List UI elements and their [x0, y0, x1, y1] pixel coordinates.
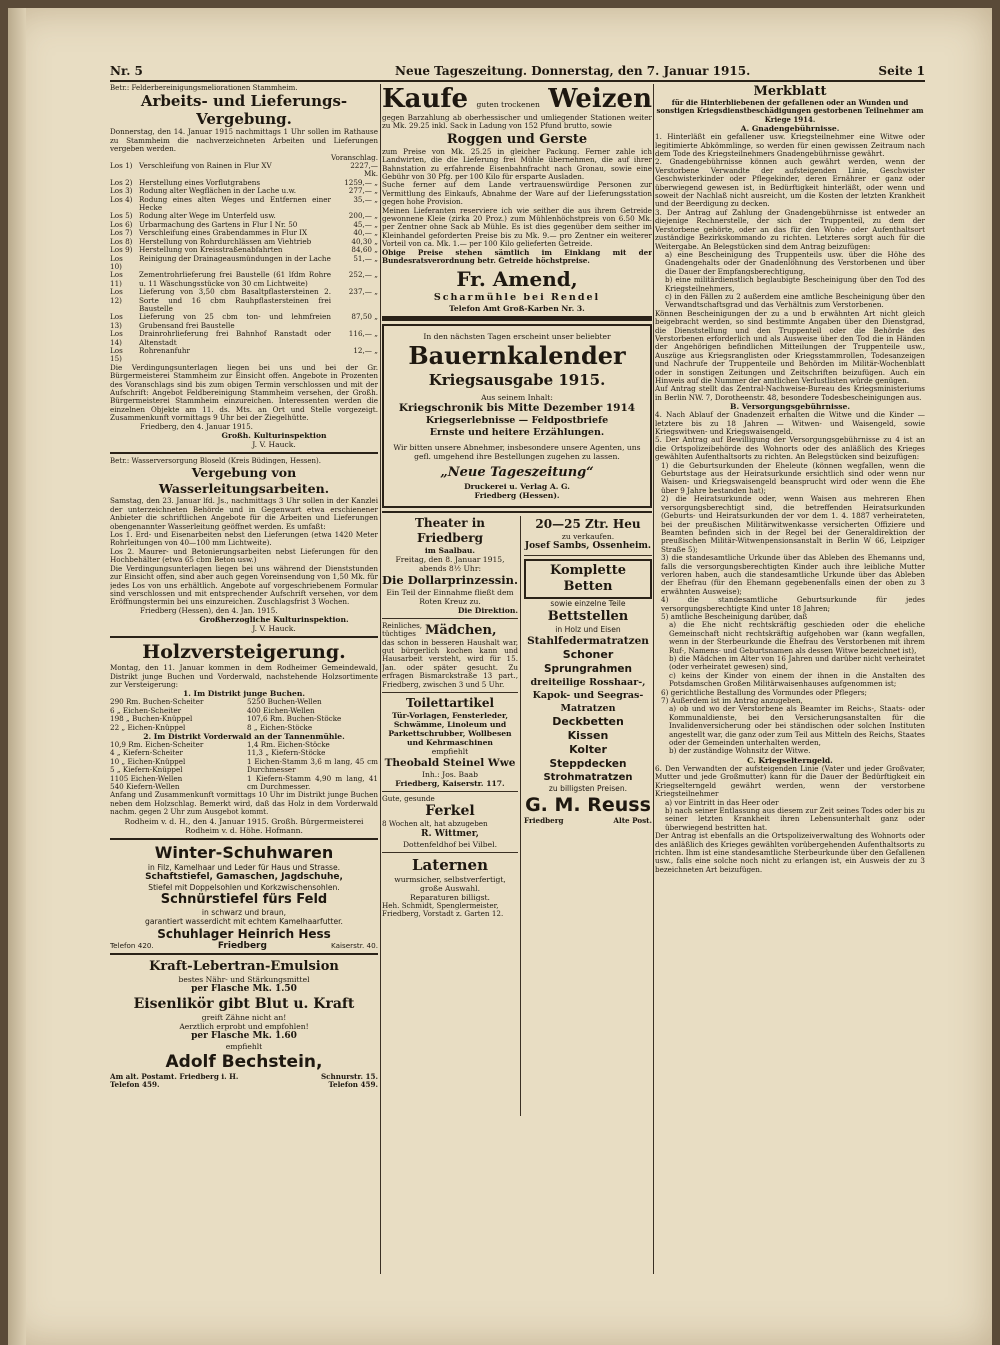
- lot-value: 40,30 „: [351, 236, 378, 246]
- lot-number: Los 15): [110, 345, 123, 364]
- ad-ferkel: [382, 795, 518, 849]
- ad-signature: Großh. Kulturinspektion: [221, 431, 327, 441]
- ad-item: Schoner: [562, 647, 614, 661]
- lot-value: 51,— „: [353, 253, 378, 263]
- list-item: Tür-Vorlagen, Fensterleder,: [391, 710, 509, 720]
- lot-number: Los 8): [110, 236, 133, 246]
- ad-signature: J. V. Hauck.: [252, 440, 296, 450]
- ad-headline: Holzversteigerung.: [142, 641, 346, 664]
- paragraph: 1) die Geburtsurkunden der Eheleute (können wegfallen, wenn die Geburtstage aus der Heiratsurkunde ersichtlich sind oder wenn nur Waisen- und Kriegswaisengeld beansprucht wird oder wenn die Ehe über 9 Jahre bestanden hat);: [661, 460, 925, 495]
- list-item: 400 Eichen-Wellen: [247, 705, 315, 715]
- ad-body: Montag, den 11. Januar kommen in dem Rodheimer Gemeindewald, Distrikt junge Buchen und Vorderwald, nachstehende Holzsortimente zur Versteigerung:: [110, 663, 378, 689]
- paragraph: b) eine militärdienstlich beglaubigte Bescheinigung über den Tod des Kriegsteilnehmers,: [665, 275, 925, 293]
- ad-line: Friedberg (Hessen).: [474, 490, 560, 500]
- ad-subhead: 1. Im Distrikt junge Buchen.: [182, 689, 305, 699]
- ad-divider: [110, 452, 378, 454]
- ad-body: Wir bitten unsere Abnehmer, insbesondere unsere Agenten, uns gefl. umgehend ihre Bestellungen zugehen zu lassen.: [393, 442, 641, 461]
- column-3: [655, 84, 925, 1274]
- ad-divider: [382, 791, 518, 792]
- paragraph: b) nach seiner Entlassung aus diesem zur Zeit seines Todes oder bis zu seiner letzten Krankheit ihren Lebensunterhalt ganz oder überwiegend bestritten hat.: [665, 805, 925, 832]
- ad-line: zu verkaufen.: [561, 531, 615, 541]
- column-rule: [380, 84, 381, 1274]
- ad-headline: Schnürstiefel fürs Feld: [160, 891, 328, 907]
- ad-body: Anfang und Zusammenkunft vormittags 10 Uhr im Distrikt junge Buchen neben dem Holzschlag. Bemerkt wird, daß das Holz in dem Vorderwald nachm. gegen 2 Uhr zum Ausgebot kommt.: [110, 790, 378, 817]
- ad-line: Dottenfeldhof bei Vilbel.: [402, 839, 498, 849]
- ad-headline-row: [382, 622, 518, 639]
- ad-subhead: 2. Im Distrikt Vorderwald an der Tannenmühle.: [143, 731, 345, 741]
- ad-signature: Großherzogliche Kulturinspektion.: [199, 615, 349, 625]
- list-item: 10 „ Eichen-Knüppel: [110, 756, 186, 766]
- page-label: Seite 1: [878, 64, 925, 78]
- ad-name: „Neue Tageszeitung“: [440, 464, 594, 480]
- shop-contact: [110, 942, 378, 950]
- ad-weizen: [382, 84, 652, 313]
- lot-text: Rohrenanfuhr: [139, 345, 190, 355]
- lot-text: Herstellung eines Vorflutgrabens: [139, 177, 261, 187]
- ad-line: Ernste und heitere Erzählungen.: [429, 426, 605, 438]
- lot-value: 45,— „: [353, 219, 378, 229]
- ad-item: Sprungrahmen: [544, 662, 632, 675]
- ad-headline: Die Dollarprinzessin.: [382, 572, 518, 587]
- lot-number: Los 5): [110, 211, 133, 221]
- lot-value: 84,60 „: [351, 245, 378, 255]
- shop-phone-row: [110, 1081, 378, 1089]
- lot-number: Los 9): [110, 245, 133, 255]
- ad-headline: Vergebung von Wasserleitungsarbeiten.: [158, 465, 330, 497]
- lot-number: Los 3): [110, 186, 133, 196]
- ad-maedchen: [382, 622, 518, 689]
- ad-divider: [110, 953, 378, 955]
- small-ads-block: [382, 515, 652, 919]
- lot-text: Urbarmachung des Gartens in Flur I Nr. 50: [139, 219, 298, 229]
- paragraph: 1. Hinterläßt ein gefallener usw. Kriegsteilnehmer eine Witwe oder legitimierte Abkömmlinge, so werden für einen gewissen Zeitraum nach dem Tode des Kriegsteilnehmers Gnadengebührnisse gewährt.: [655, 132, 925, 159]
- lot-text: Lieferung von 3,50 cbm Basaltpflastersteinen 2. Sorte und 16 cbm Rauhpflastersteinen frei Baustelle: [139, 287, 331, 313]
- lot-value: 35,— „: [353, 194, 378, 204]
- shop-phone: Telefon 459.: [110, 1080, 160, 1090]
- ad-headline: Kaufe: [382, 84, 469, 114]
- ad-item: Kissen: [567, 728, 609, 742]
- ad-item: Bettstellen: [547, 608, 629, 624]
- ad-line: 8 Wochen alt, hat abzugeben: [382, 819, 488, 829]
- ad-item: Steppdecken: [549, 757, 627, 770]
- paragraph: Können Bescheinigungen der zu a und b erwähnten Art nicht gleich beigebracht werden, so sind bestimmte Angaben über den Dienstgrad, die Dienststellung und den Truppenteil oder die Behörde des Verstorbenen erforderlich und als Ausweise über den Tod die in Händen der Angehörigen befindlichen Mitteilungen der Truppenteile usw., Auszüge aus Kriegsranglisten oder Kriegsstammrollen, Todesanzeigen und Nachrufe der Truppenteile und Behörden im Militär-Wochenblatt oder in sonstigen Zeitungen und Zeitschriften beizufügen. Auch ein Hinweis auf die Nummer der amtlichen Verlustlisten würde genügen.: [655, 308, 925, 385]
- lot-row: [110, 271, 378, 288]
- shop-address: Friedberg, Vorstadt z. Garten 12.: [382, 909, 504, 919]
- lot-number: Los 7): [110, 228, 133, 238]
- ad-intro: Donnerstag, den 14. Januar 1915 nachmittags 1 Uhr sollen im Rathause zu Stammheim die nachverzeichneten Arbeiten und Lieferungen vergeben werden.: [110, 127, 378, 154]
- ad-divider: [110, 636, 378, 638]
- paragraph: Der Antrag ist ebenfalls an die Ortspolizeiverwaltung des Wohnorts oder des anläßlich des Krieges gewählten vorübergehenden Aufenthaltsorts zu richten. Ihm ist eine standesamtliche Sterbeurkunde über den Gefallenen usw., falls eine solche noch nicht zu erlangen ist, ein Ausweis der zu 3 bezeichneten Art beizufügen.: [655, 831, 925, 874]
- article-title: Merkblatt: [753, 84, 827, 99]
- ad-holzversteigerung: [110, 641, 378, 835]
- list-item: 540 Kiefern-Wellen: [110, 782, 180, 791]
- ad-lot: Los 2. Maurer- und Betonierungsarbeiten nebst Lieferungen für den Hochbehälter (etwa 65 cbm Beton usw.): [110, 546, 378, 565]
- list-item: 8 „ Eichen-Stöcke: [247, 722, 313, 732]
- lot-value: 87,50 „: [351, 312, 378, 322]
- shop-address: Alte Post.: [613, 815, 652, 825]
- list-item: 1105 Eichen-Wellen: [110, 773, 183, 783]
- paragraph: b) die Mädchen im Alter von 16 Jahren und darüber nicht verheiratet (oder verheiratet gewesen) sind,: [669, 654, 925, 672]
- list-item: 22 „ Eichen-Knüppel: [110, 722, 186, 732]
- shop-address-row: [524, 817, 652, 825]
- ad-item: Matratzen: [560, 702, 616, 714]
- ad-line: empfiehlt: [225, 1042, 263, 1052]
- paragraph: 6. Den Verwandten der aufsteigenden Linie (Vater und jeder Großvater, Mutter und jede Großmutter) kann für die Dauer der Bedürftigkeit ein Kriegselterngeld gewährt werden, wenn der verstorbene Kriegsteilnehmer: [655, 763, 925, 799]
- ad-theater: [382, 516, 518, 615]
- ad-line: In den nächsten Tagen erscheint unser beliebter: [423, 331, 611, 341]
- lot-number: Los 11): [110, 270, 123, 288]
- ad-divider: [382, 618, 518, 619]
- ad-body: Obige Preise stehen sämtlich im Einklang mit der Bundesratsverordnung betr. Getreide höchstpreise.: [382, 247, 652, 266]
- shop-name: Theobald Steinel Wwe: [384, 756, 516, 769]
- paragraph: a) eine Bescheinigung des Truppenteils usw. über die Höhe des Gnadengehalts oder der Gnadenlöhnung des Verstorbenen und über die Dauer der Empfangsberechtigung,: [665, 249, 925, 276]
- ad-signature: J. V. Hauck.: [252, 624, 296, 634]
- lot-text: Verschleifung von Rainen in Flur XV: [139, 161, 272, 171]
- paragraph: 7) Außerdem ist im Antrag anzugeben,: [661, 696, 803, 706]
- ad-divider: [382, 852, 518, 853]
- list-item: 6 „ Eichen-Scheiter: [110, 705, 182, 715]
- shop-address: Am alt. Postamt. Friedberg i. H.: [110, 1072, 239, 1082]
- paragraph: a) ob und wo der Verstorbene als Beamter im Reichs-, Staats- oder Kommunaldienste, bei den Versicherungsanstalten für die Invalidenversicherung oder bei ständischen oder solchen Instituten angestellt war, die ganz oder zum Teil aus Mitteln des Reichs, Staates oder der Gemeinden unterhalten werden,: [669, 704, 925, 748]
- ad-headline: Theater in Friedberg: [414, 515, 486, 545]
- lot-text: Zementrohrlieferung frei Baustelle (61 lfdm Rohre u. 11 Wäschungsstücke von 30 cm Lichtweite): [139, 270, 331, 288]
- lot-value: 200,— „: [348, 211, 378, 221]
- shop-phone: Telefon 459.: [328, 1080, 378, 1090]
- ad-line: Reinliches, tüchtiges: [382, 620, 423, 638]
- lot-text: Drainrohrlieferung frei Bahnhof Ranstadt oder Altenstadt: [139, 329, 331, 347]
- lot-number: Los 4): [110, 194, 133, 204]
- column-1: [110, 84, 378, 1274]
- ad-headline: Kraft-Lebertran-Emulsion: [149, 959, 339, 975]
- ad-line: in Holz und Eisen: [555, 624, 621, 634]
- ad-body: Die Verdingungsunterlagen liegen bei uns und bei der Gr. Bürgermeisterei Stammheim zur Einsicht offen. Angebote in Prozenten des Voranschlags sind bis zum obigen Termin verschlossen und mit der Aufschrift: Angebot Feldbereinigung Stammheim versehen, der Großh. Bürgermeisterei Stammheim einzureichen. Interessenten werden die einzelnen Objekte am 11. ds. Mts. an Ort und Stelle vorgezeigt. Zusammenkunft vormittags 9 Uhr bei der Ziegelhütte.: [110, 362, 378, 423]
- lot-value: 277,— „: [348, 186, 378, 196]
- ad-arbeitsvergebung: [110, 84, 378, 449]
- shop-name: Adolf Bechstein,: [165, 1052, 323, 1073]
- article-subtitle: für die Hinterbliebenen der gefallenen oder an Wunden und sonstigen Kriegsdienstbeschädigungen gestorbenen Teilnehmer am Kriege 1914.: [656, 98, 924, 124]
- ad-body: das schon in besseren Haushalt war, gut bürgerlich kochen kann und Hausarbeit versteht, wird für 15. Jan. oder später gesucht. Zu erfragen Bismarckstraße 13 part., Friedberg, zwischen 3 und 5 Uhr.: [382, 637, 518, 689]
- ad-subject: Betr.: Wasserversorgung Bloseld (Kreis Büdingen, Hessen).: [110, 457, 322, 466]
- list-item: 5250 Buchen-Wellen: [247, 697, 322, 707]
- ad-line: Kriegserlebnisse — Feldpostbriefe: [425, 414, 609, 426]
- ad-wasserleitung: [110, 457, 378, 633]
- shop-town: Friedberg: [217, 940, 267, 951]
- ad-headline: Eisenlikör gibt Blut u. Kraft: [133, 996, 355, 1013]
- lot-text: Rodung alter Wege im Unterfeld usw.: [139, 211, 276, 221]
- column-rule: [520, 516, 521, 1116]
- ad-subject: Betr.: Felderbereinigungsmeliorationen Stammheim.: [110, 84, 298, 92]
- list-item: 290 Rm. Buchen-Scheiter: [110, 697, 204, 707]
- lot-row: [110, 313, 378, 330]
- list-item: Parkettschrubber, Wollbesen: [388, 728, 512, 738]
- product-list: [382, 875, 518, 902]
- lot-text: Verschleifung eines Grabendammes in Flur IX: [139, 228, 308, 238]
- lot-value: 12,— „: [353, 345, 378, 355]
- ad-line: Schaftstiefel, Gamaschen, Jagdschuhe,: [145, 871, 343, 882]
- shop-address: Kaiserstr. 40.: [331, 940, 378, 950]
- ad-price: per Flasche Mk. 1.50: [191, 984, 297, 995]
- lot-text: Rodung eines alten Weges und Entfernen einer Hecke: [139, 194, 331, 213]
- lot-number: Los 6): [110, 219, 133, 229]
- ad-item: Strohmatratzen: [543, 771, 633, 783]
- list-item: 11,3 „ Kiefern-Stöcke: [247, 748, 326, 758]
- ad-signature: Rodheim v. d. H., den 4. Januar 1915. Großh. Bürgermeisterei Rodheim v. d. Höhe. Hofmann.: [124, 816, 364, 835]
- ad-headline: Arbeits- und Lieferungs-Vergebung.: [140, 92, 348, 129]
- ad-body: Die Verdingungsunterlagen liegen bei uns während der Dienststunden zur Einsicht offen, sind aber auch gegen Voreinsendung von 1,50 Mk. für jedes Los von uns erhältlich. Angebote auf vorgeschriebenem Formular sind verschlossen und mit entsprechender Aufschrift versehen, vor dem Eröffnungstermin bei uns einzureichen. Zuschlagsfrist 3 Wochen.: [110, 563, 378, 607]
- ad-line: im Saalbau.: [424, 545, 476, 555]
- left-page-edge: [8, 8, 26, 1345]
- ad-divider: [524, 555, 652, 556]
- ad-line: guten trockenen: [476, 100, 540, 109]
- shop-phone: Telefon 420.: [110, 940, 154, 950]
- small-ads-right: [524, 516, 652, 825]
- lot-value: 237,— „: [348, 287, 378, 297]
- ad-divider: [382, 692, 518, 693]
- ad-headline: Bauernkalender: [408, 340, 626, 370]
- lot-number: Los 12): [110, 287, 123, 305]
- ad-bauernkalender: [382, 324, 652, 508]
- ad-line: in Filz, Kamelhaar und Leder für Haus und Strasse.: [147, 862, 341, 872]
- paragraph: 2) die Heiratsurkunde oder, wenn Waisen aus mehreren Ehen versorgungsberechtigt sind, die betreffenden Heiratsurkunden (Geburts- und Heiratsurkunden der vor dem 1. 4. 1887 verheirateten, bei der preußischen Militärwitwenkasse versicherten Offiziere und Beamten befinden sich in der Regel bei der Generaldirektion der preußischen Militär-Witwenpensionsanstalt in Berlin W 66, Leipziger Straße 5);: [661, 494, 925, 554]
- wood-list: [110, 698, 378, 732]
- ad-subhead: Kriegsausgabe 1915.: [428, 370, 606, 389]
- wood-list: [110, 741, 378, 791]
- product-list: [382, 711, 518, 747]
- ad-date: Friedberg (Hessen), den 4. Jan. 1915.: [140, 605, 278, 615]
- ad-item: Kapok- und Seegras-: [532, 689, 644, 701]
- list-item: 1 Eichen-Stamm 3,6 m lang, 45 cm Durchmesser: [247, 756, 378, 775]
- lot-value: 2227,— Mk.: [350, 161, 378, 179]
- paragraph: Auf Antrag stellt das Zentral-Nachweise-Bureau des Kriegsministeriums in Berlin NW. 7, Dorotheenstr. 48, besondere Todesbescheinigungen aus.: [655, 384, 925, 402]
- ad-subhead: Roggen und Gerste: [446, 131, 588, 147]
- lot-number: Los 1): [110, 161, 133, 171]
- list-item: wurmsicher, selbstverfertigt,: [394, 874, 506, 884]
- shop-town: Friedberg: [524, 815, 564, 825]
- ad-line: Kriegschronik bis Mitte Dezember 1914: [398, 401, 636, 414]
- article-merkblatt: [655, 84, 925, 874]
- ad-phone: Telefon Amt Groß-Karben Nr. 3.: [449, 303, 585, 313]
- ad-price: per Flasche Mk. 1.60: [191, 1031, 297, 1042]
- lot-text: Herstellung von Kreisstraßenabfahrten: [139, 245, 283, 255]
- paragraph: 4. Nach Ablauf der Gnadenzeit erhalten die Witwe und die Kinder — letztere bis zu 18 Jahren — Witwen- und Waisengeld, sowie Kriegswitwen- und Kriegswaisengeld.: [655, 410, 925, 437]
- ad-name: Fr. Amend,: [456, 266, 578, 291]
- ad-line: sowie einzelne Teile: [550, 598, 626, 608]
- ad-place: Scharmühle bei Rendel: [433, 291, 601, 303]
- ad-body: Meinen Lieferanten reserviere ich wie seither die aus ihrem Getreide gewonnene Kleie (zirka 20 Proz.) zum Mühlenhöchstpreis von 6.50 Mk. per Zentner ohne Sack ab Mühle. Es ist dies gegenüber dem seither im Kleinhandel geforderten Preise bis zu Mk. 9.— pro Zentner ein weiterer Vorteil von ca. Mk. 1.— per 100 Kilo gelieferten Getreide.: [382, 205, 652, 249]
- ad-headline: Weizen: [548, 84, 652, 114]
- lot-row: [110, 347, 378, 364]
- shop-address: Friedberg, Kaiserstr. 117.: [395, 778, 505, 788]
- list-item: 4 „ Kiefern-Scheiter: [110, 748, 183, 758]
- ad-divider: [382, 316, 652, 321]
- shop-name: Schuhlager Heinrich Hess: [157, 926, 331, 941]
- paragraph: 4) die standesamtliche Geburtsurkunde für jedes versorgungsberechtigte Kind unter 18 Jahren;: [661, 595, 925, 613]
- page-number: Nr. 5: [110, 64, 143, 78]
- column-rule: [653, 84, 654, 1274]
- ad-item: dreiteilige Rosshaar-,: [530, 676, 646, 688]
- list-item: Schwämme, Linoleum und: [393, 719, 507, 729]
- paragraph: b) der zuständige Wohnsitz der Witwe.: [669, 746, 811, 756]
- page-header: [110, 62, 925, 82]
- list-item: 5 „ Kiefern-Knüppel: [110, 765, 183, 775]
- section-heading: C. Kriegselterngeld.: [747, 755, 833, 765]
- ad-line: Stiefel mit Doppelsohlen und Korkzwischensohlen.: [148, 882, 340, 892]
- list-item: große Auswahl.: [419, 883, 481, 893]
- ad-headline: Laternen: [412, 855, 488, 874]
- ad-headline: Mädchen,: [425, 622, 497, 638]
- paragraph: 3) die standesamtliche Urkunde über das Ableben des Ehemanns und, falls die versorgungsberechtigten Kinder auch ihre leibliche Mutter verloren haben, auch die standesamtliche Urkunde über das Ableben der Ehefrau (für den Ehemann gegebenenfalls einen der oben zu 3 erwähnten Ausweise);: [661, 553, 925, 596]
- lot-number: Los 2): [110, 177, 133, 187]
- list-item: 1,4 Rm. Eichen-Stöcke: [247, 739, 330, 749]
- ad-line: Ein Teil der Einnahme fließt dem Roten Kreuz zu.: [386, 587, 514, 606]
- ad-name: Heh. Schmidt, Spenglermeister,: [382, 900, 499, 910]
- lot-list: [110, 162, 378, 364]
- ad-line: empfiehlt: [431, 746, 469, 756]
- lot-value: 40,— „: [353, 228, 378, 238]
- lot-row: [110, 162, 378, 179]
- list-item: 107,6 Rm. Buchen-Stöcke: [247, 714, 342, 724]
- lot-value: 1259,— „: [344, 177, 378, 187]
- shop-name: G. M. Reuss: [525, 793, 651, 816]
- column-2: [382, 84, 652, 1274]
- ad-headline: Ferkel: [425, 803, 475, 820]
- lot-text: Rodung alter Wegflächen in der Lache u.w.: [139, 186, 297, 196]
- ad-headline: 20—25 Ztr. Heu: [535, 516, 641, 531]
- ad-headline: Toilettartikel: [405, 695, 495, 710]
- ad-body: Samstag, den 23. Januar lfd. Js., nachmittags 3 Uhr sollen in der Kanzlei der unterzeichneten Behörde und in Gegenwart etwa erschienener Anbieter die schriftlichen Angebote für die Arbeiten und Lieferungen obengenannter Wasserleitung geöffnet werden. Es umfaßt:: [110, 496, 378, 531]
- col-heading: Voranschlag.: [330, 152, 378, 162]
- ad-name: R. Wittmer,: [421, 828, 479, 839]
- shop-address: Schnurstr. 15.: [320, 1072, 378, 1082]
- ad-line: Aus seinem Inhalt:: [481, 392, 553, 402]
- paragraph: c) keins der Kinder von einem der ihnen in die Anstalten des Potsdamschen Großen Militärwaisenhauses aufgenommen ist;: [669, 670, 925, 689]
- lot-row: [110, 255, 378, 272]
- list-item: 1 Kiefern-Stamm 4,90 m lang, 41 cm Durchmesser.: [247, 773, 378, 791]
- paragraph: c) in den Fällen zu 2 außerdem eine amtliche Bescheinigung über den Verwandtschaftsgrad und das Verhältnis zum Verstorbenen.: [665, 291, 925, 310]
- ad-item: Deckbetten: [552, 714, 624, 728]
- ad-line: zu billigsten Preisen.: [548, 783, 628, 793]
- list-item: Reparaturen billigst.: [410, 892, 490, 902]
- ad-lebertran: [110, 958, 378, 1090]
- ad-headline-row: [382, 84, 652, 114]
- ad-headline: Winter-Schuhwaren: [154, 842, 334, 862]
- lot-text: Lieferung von 25 cbm ton- und lehmfreien Grubensand frei Baustelle: [139, 312, 331, 330]
- ad-lot: Los 1. Erd- und Eisenarbeiten nebst den Lieferungen (etwa 1420 Meter Rohrleitungen von 40—100 mm Lichtweite).: [110, 530, 378, 548]
- lot-row: [110, 330, 378, 347]
- ad-betten: [524, 559, 652, 825]
- lot-row: [110, 288, 378, 313]
- ad-line: Druckerei u. Verlag A. G.: [464, 481, 570, 491]
- ad-item: Stahlfedermatratzen: [527, 634, 649, 647]
- lot-text: Reinigung der Drainageausmündungen in der Lache: [139, 253, 331, 263]
- ad-line: Gute, gesunde: [382, 793, 435, 803]
- section-heading: B. Versorgungsgebührnisse.: [730, 402, 850, 412]
- ad-line: Aerztlich erprobt und empfohlen!: [179, 1022, 309, 1032]
- ad-body: zum Preise von Mk. 25.25 in gleicher Packung. Ferner zahle ich Landwirten, die die Lieferung frei Mühle übernehmen, die auf ihrer Bahnstation zu erfahrende Eisenbahnfracht nach Gronau, sowie eine Gebühr von 30 Pfg. per 100 Kilo für ersparte Ausladen.: [382, 146, 652, 182]
- ad-divider: [382, 511, 652, 513]
- ad-headline: Komplette Betten: [524, 559, 652, 599]
- ad-line: garantiert wasserdicht mit echtem Kamelhaarfutter.: [145, 916, 343, 926]
- lot-value: 116,— „: [348, 329, 378, 339]
- paragraph: 6) gerichtliche Bestallung des Vormundes oder Pflegers;: [661, 687, 867, 697]
- ad-divider: [110, 838, 378, 840]
- ad-schuhwaren: [110, 843, 378, 950]
- lot-number: Los 10): [110, 253, 123, 271]
- ad-body: Suche ferner auf dem Lande vertrauenswürdige Personen zur Vermittlung des Einkaufs, Abnahme der Ware auf der Lieferungsstation gegen hohe Provision.: [382, 180, 652, 207]
- lot-number: Los 13): [110, 312, 123, 330]
- ad-toilettartikel: [382, 696, 518, 788]
- paragraph: 2. Gnadengebührnisse können auch gewährt werden, wenn der Verstorbene Verwandte der aufsteigenden Linie, Geschwister Geschwisterkinder oder Pflegekinder, deren Ernährer er ganz oder überwiegend gewesen ist, in Bedürftigkeit hinterläßt, oder wenn und soweit der Nachlaß nicht ausreicht, um die Kosten der letzten Krankheit und der Beerdigung zu decken.: [655, 157, 925, 209]
- ad-line: bestes Nähr- und Stärkungsmittel: [178, 975, 310, 985]
- masthead-line: Neue Tageszeitung. Donnerstag, den 7. Januar 1915.: [395, 64, 751, 78]
- lot-number: Los 14): [110, 329, 123, 347]
- ad-line: in schwarz und braun,: [201, 907, 287, 917]
- section-heading: A. Gnadengebührnisse.: [740, 124, 840, 134]
- ad-signature: Die Direktion.: [457, 605, 518, 615]
- ad-body: gegen Barzahlung ab oberhessischer und umliegender Stationen weiter zu Mk. 29.25 inkl. Sack in Ladung von 152 Pfund brutto, sowie: [382, 113, 652, 131]
- paragraph: 5. Der Antrag auf Bewilligung der Versorgungsgebührnisse zu 4 ist an die Ortspolizeibehörde des Wohnorts oder des anläßlich des Krieges gewählten Aufenthaltsorts zu richten. An Belegstücken sind beizufügen:: [655, 435, 925, 462]
- paragraph: 3. Der Antrag auf Zahlung der Gnadengebührnisse ist entweder an diejenige Rechnerstelle, der sich der Truppenteil, zu dem der Verstorbene gehörte, oder an das für den Wohn- oder Aufenthaltsort zuständige Bezirkskommando zu richten. Letzteres sorgt auch für die Weitergabe. An Belegstücken sind dem Antrag beizufügen:: [655, 207, 925, 251]
- lot-text: Herstellung von Rohrdurchlässen am Viehtrieb: [139, 236, 312, 246]
- ad-line: Inh.: Jos. Baab: [421, 769, 478, 779]
- paragraph: a) die Ehe nicht rechtskräftig geschieden oder die eheliche Gemeinschaft nicht rechtskräftig aufgehoben war (kann wegfallen, wenn in der Sterbeurkunde die Ehefrau des Verstorbenen mit ihrem Ruf-, Namens- und Geburtsnamen als dessen Witwe bezeichnet ist),: [669, 620, 925, 655]
- lot-row: [110, 196, 378, 213]
- ad-item: Kolter: [569, 742, 607, 756]
- ad-date: Friedberg, den 4. Januar 1915.: [140, 421, 253, 431]
- ad-line: greift Zähne nicht an!: [201, 1013, 287, 1023]
- ad-laternen: [382, 856, 518, 919]
- paragraph: a) vor Eintritt in das Heer oder: [665, 797, 779, 807]
- paragraph: 5) amtliche Bescheinigung darüber, daß: [661, 611, 808, 621]
- list-item: und Kehrmaschinen: [407, 737, 493, 747]
- small-ads-left: [382, 516, 518, 919]
- list-item: 10,9 Rm. Eichen-Scheiter: [110, 739, 204, 749]
- list-item: 198 „ Buchen-Knüppel: [110, 714, 193, 724]
- ad-name: Josef Sambs, Ossenheim.: [524, 540, 652, 551]
- lot-value: 252,— „: [348, 270, 378, 280]
- ad-line: Freitag, den 8. Januar 1915, abends 8½ Uhr:: [395, 554, 505, 573]
- ad-heu: [524, 516, 652, 552]
